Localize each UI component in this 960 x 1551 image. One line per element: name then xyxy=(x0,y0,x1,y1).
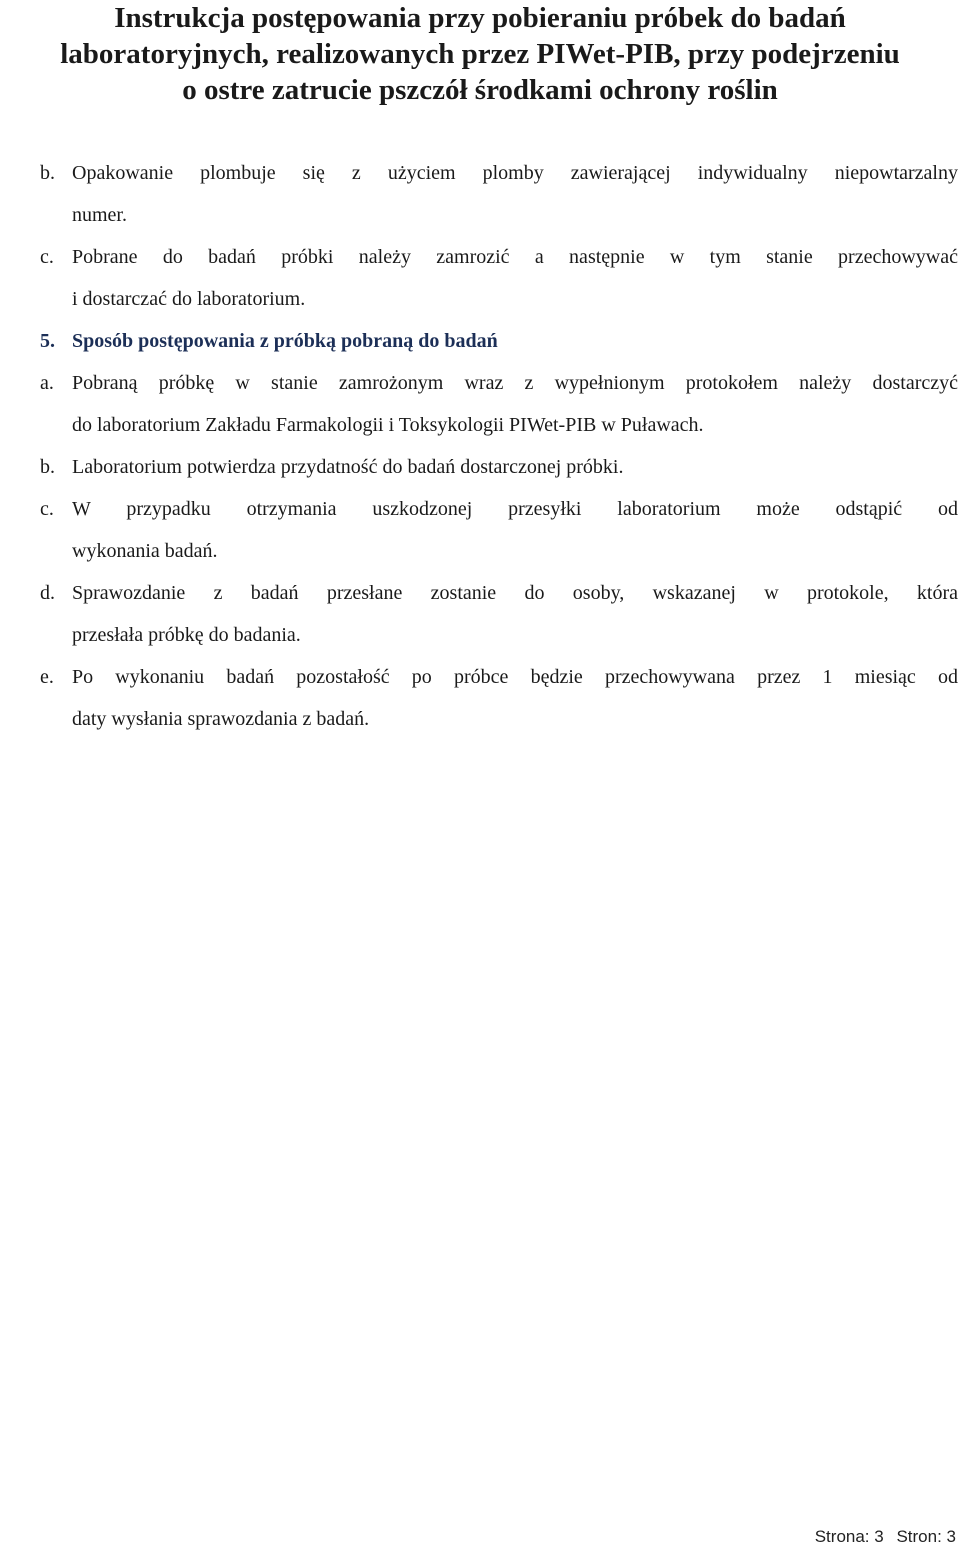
item-text-line-1: W przypadku otrzymania uszkodzonej przesyłki laboratorium może odstąpić od xyxy=(72,498,958,520)
item-text-line-2: numer. xyxy=(72,204,127,226)
page-footer xyxy=(807,1527,956,1547)
item-text: Laboratorium potwierdza przydatność do badań dostarczonej próbki. xyxy=(72,456,624,478)
item-label: d. xyxy=(40,582,55,604)
item-text-line-1: Opakowanie plombuje się z użyciem plomby zawierającej indywidualny niepowtarzalny xyxy=(72,162,958,184)
section-heading-5 xyxy=(40,320,958,362)
title-line-1: Instrukcja postępowania przy pobieraniu próbek do badań xyxy=(114,2,846,34)
item-text-line-2: wykonania badań. xyxy=(72,540,218,562)
section-title: Sposób postępowania z próbką pobraną do badań xyxy=(72,330,498,352)
item-text-line-1: Sprawozdanie z badań przesłane zostanie do osoby, wskazanej w protokole, która xyxy=(72,582,958,604)
list-item-b-confirmation xyxy=(40,446,958,488)
item-label: b. xyxy=(40,456,55,478)
document-title xyxy=(0,0,960,108)
item-text-line-2: daty wysłania sprawozdania z badań. xyxy=(72,708,370,730)
list-item-a-delivery xyxy=(40,362,958,446)
title-line-3: o ostre zatrucie pszczół środkami ochrony roślin xyxy=(182,74,778,106)
item-text-line-2: i dostarczać do laboratorium. xyxy=(72,288,306,310)
item-label: b. xyxy=(40,162,55,184)
list-item-c-damaged xyxy=(40,488,958,572)
list-item-e-storage xyxy=(40,656,958,740)
item-label: c. xyxy=(40,498,54,520)
page-count: Stron: 3 xyxy=(896,1527,956,1546)
item-label: e. xyxy=(40,666,54,688)
item-text-line-1: Pobraną próbkę w stanie zamrożonym wraz z wypełnionym protokołem należy dostarczyć xyxy=(72,372,958,394)
section-number: 5. xyxy=(40,330,55,352)
item-text-line-2: do laboratorium Zakładu Farmakologii i Toksykologii PIWet-PIB w Puławach. xyxy=(72,414,704,436)
item-text-line-1: Pobrane do badań próbki należy zamrozić a następnie w tym stanie przechowywać xyxy=(72,246,958,268)
item-text-line-2: przesłała próbkę do badania. xyxy=(72,624,301,646)
page-number: Strona: 3 xyxy=(814,1527,884,1546)
item-text-line-1: Po wykonaniu badań pozostałość po próbce będzie przechowywana przez 1 miesiąc od xyxy=(72,666,958,688)
title-line-2: laboratoryjnych, realizowanych przez PIWet-PIB, przy podejrzeniu xyxy=(60,38,900,70)
list-item-c-freezing xyxy=(40,236,958,320)
item-label: a. xyxy=(40,372,54,394)
item-label: c. xyxy=(40,246,54,268)
list-item-b-sealing xyxy=(40,152,958,236)
list-item-d-report xyxy=(40,572,958,656)
